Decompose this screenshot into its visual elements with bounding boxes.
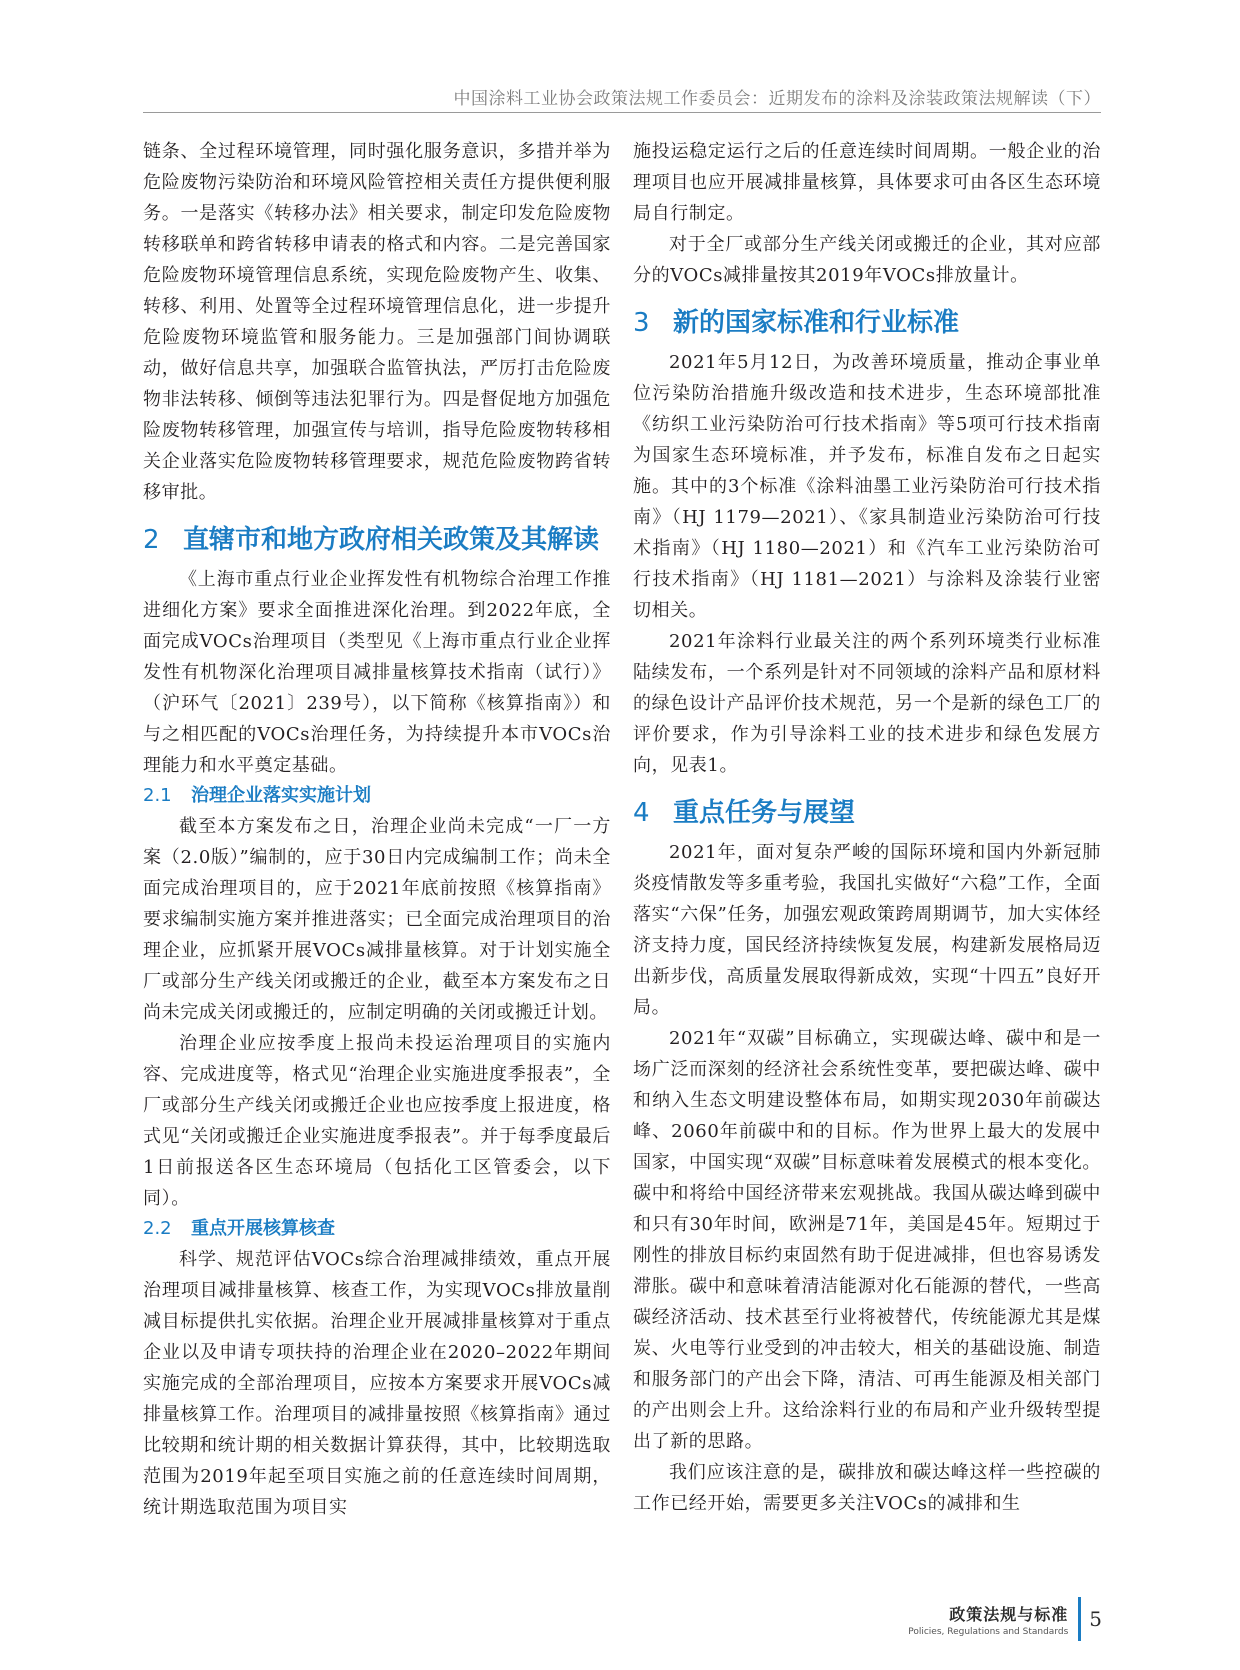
section-heading-4	[633, 793, 1101, 833]
left-column	[143, 136, 611, 1523]
page-number: 5	[1089, 1607, 1102, 1631]
section-number: 3	[633, 308, 650, 338]
paragraph: 施投运稳定运行之后的任意连续时间周期。一般企业的治理项目也应开展减排量核算，具体要求可由各区生态环境局自行制定。	[633, 141, 1101, 224]
subsection-title: 治理企业落实实施计划	[191, 785, 371, 806]
paragraph: 科学、规范评估VOCs综合治理减排绩效，重点开展治理项目减排量核算、核查工作，为实现VOCs排放量削减目标提供扎实依据。治理企业开展减排量核算对于重点企业以及申请专项扶持的治理企业在2020–2022年期间实施完成的全部治理项目，应按本方案要求开展VOCs减排量核算工作。治理项目的减排量按照《核算指南》通过比较期和统计期的相关数据计算获得，其中，比较期选取范围为2019年起至项目实施之前的任意连续时间周期，统计期选取范围为项目实	[143, 1249, 611, 1518]
subsection-heading-2-2	[143, 1214, 611, 1244]
paragraph: 对于全厂或部分生产线关闭或搬迁的企业，其对应部分的VOCs减排量按其2019年VOCs排放量计。	[633, 234, 1101, 286]
subsection-heading-2-1	[143, 781, 611, 811]
paragraph: 我们应该注意的是，碳排放和碳达峰这样一些控碳的工作已经开始，需要更多关注VOCs的减排和生	[633, 1462, 1101, 1514]
paragraph: 2021年5月12日，为改善环境质量，推动企事业单位污染防治措施升级改造和技术进步，生态环境部批准《纺织工业污染防治可行技术指南》等5项可行技术指南为国家生态环境标准，并予发布，标准自发布之日起实施。其中的3个标准《涂料油墨工业污染防治可行技术指南》（HJ 1179—2021）、《家具制造业污染防治可行技术指南》（HJ 1180—2021）和《汽车工业污染防治可行技术指南》（HJ 1181—2021）与涂料及涂装行业密切相关。	[633, 352, 1101, 621]
page-footer	[908, 1590, 1102, 1648]
section-title: 新的国家标准和行业标准	[673, 308, 960, 338]
footer-section-subtitle: Policies, Regulations and Standards	[908, 1626, 1069, 1637]
paragraph: 2021年“双碳”目标确立，实现碳达峰、碳中和是一场广泛而深刻的经济社会系统性变革，要把碳达峰、碳中和纳入生态文明建设整体布局，如期实现2030年前碳达峰、2060年前碳中和的目标。作为世界上最大的发展中国家，中国实现“双碳”目标意味着发展模式的根本变化。碳中和将给中国经济带来宏观挑战。我国从碳达峰到碳中和只有30年时间，欧洲是71年，美国是45年。短期过于刚性的排放目标约束固然有助于促进减排，但也容易诱发滞胀。碳中和意味着清洁能源对化石能源的替代，一些高碳经济活动、技术甚至行业将被替代，传统能源尤其是煤炭、火电等行业受到的冲击较大，相关的基础设施、制造和服务部门的产出会下降，清洁、可再生能源及相关部门的产出则会上升。这给涂料行业的布局和产业升级转型提出了新的思路。	[633, 1028, 1101, 1452]
footer-accent-bar	[1078, 1597, 1081, 1641]
paragraph: 截至本方案发布之日，治理企业尚未完成“一厂一方案（2.0版）”编制的，应于30日内完成编制工作；尚未全面完成治理项目的，应于2021年底前按照《核算指南》要求编制实施方案并推进落实；已全面完成治理项目的治理企业，应抓紧开展VOCs减排量核算。对于计划实施全厂或部分生产线关闭或搬迁的企业，截至本方案发布之日尚未完成关闭或搬迁的，应制定明确的关闭或搬迁计划。	[143, 816, 611, 1023]
paragraph: 2021年，面对复杂严峻的国际环境和国内外新冠肺炎疫情散发等多重考验，我国扎实做好“六稳”工作，全面落实“六保”任务，加强宏观政策跨周期调节，加大实体经济支持力度，国民经济持续恢复发展，构建新发展格局迈出新步伐，高质量发展取得新成效，实现“十四五”良好开局。	[633, 842, 1101, 1018]
section-number: 2	[143, 525, 160, 555]
paragraph: 治理企业应按季度上报尚未投运治理项目的实施内容、完成进度等，格式见“治理企业实施进度季报表”，全厂或部分生产线关闭或搬迁企业也应按季度上报进度，格式见“关闭或搬迁企业实施进度季报表”。并于每季度最后1日前报送各区生态环境局（包括化工区管委会，以下同）。	[143, 1033, 611, 1209]
section-heading-3	[633, 303, 1101, 343]
footer-label	[908, 1602, 1078, 1637]
paragraph: 《上海市重点行业企业挥发性有机物综合治理工作推进细化方案》要求全面推进深化治理。到2022年底，全面完成VOCs治理项目（类型见《上海市重点行业企业挥发性有机物深化治理项目减排量核算技术指南（试行）》（沪环气〔2021〕239号），以下简称《核算指南》）和与之相匹配的VOCs治理任务，为持续提升本市VOCs治理能力和水平奠定基础。	[143, 569, 611, 776]
subsection-title: 重点开展核算核查	[191, 1218, 335, 1239]
section-heading-2	[143, 520, 611, 560]
subsection-number: 2.1	[143, 785, 172, 806]
paragraph: 2021年涂料行业最关注的两个系列环境类行业标准陆续发布，一个系列是针对不同领域的涂料产品和原材料的绿色设计产品评价技术规范，另一个是新的绿色工厂的评价要求，作为引导涂料工业的技术进步和绿色发展方向，见表1。	[633, 631, 1101, 776]
section-title: 直辖市和地方政府相关政策及其解读	[183, 525, 600, 555]
section-title: 重点任务与展望	[673, 798, 856, 828]
header-divider	[143, 112, 1101, 113]
paragraph: 链条、全过程环境管理，同时强化服务意识，多措并举为危险废物污染防治和环境风险管控相关责任方提供便利服务。一是落实《转移办法》相关要求，制定印发危险废物转移联单和跨省转移申请表的格式和内容。二是完善国家危险废物环境管理信息系统，实现危险废物产生、收集、转移、利用、处置等全过程环境管理信息化，进一步提升危险废物环境监管和服务能力。三是加强部门间协调联动，做好信息共享，加强联合监管执法，严厉打击危险废物非法转移、倾倒等违法犯罪行为。四是督促地方加强危险废物转移管理，加强宣传与培训，指导危险废物转移相关企业落实危险废物转移管理要求，规范危险废物跨省转移审批。	[143, 141, 611, 503]
right-column	[633, 136, 1101, 1519]
running-head: 中国涂料工业协会政策法规工作委员会：近期发布的涂料及涂装政策法规解读（下）	[453, 89, 1101, 109]
section-number: 4	[633, 798, 650, 828]
footer-section-title: 政策法规与标准	[949, 1604, 1069, 1624]
subsection-number: 2.2	[143, 1218, 172, 1239]
